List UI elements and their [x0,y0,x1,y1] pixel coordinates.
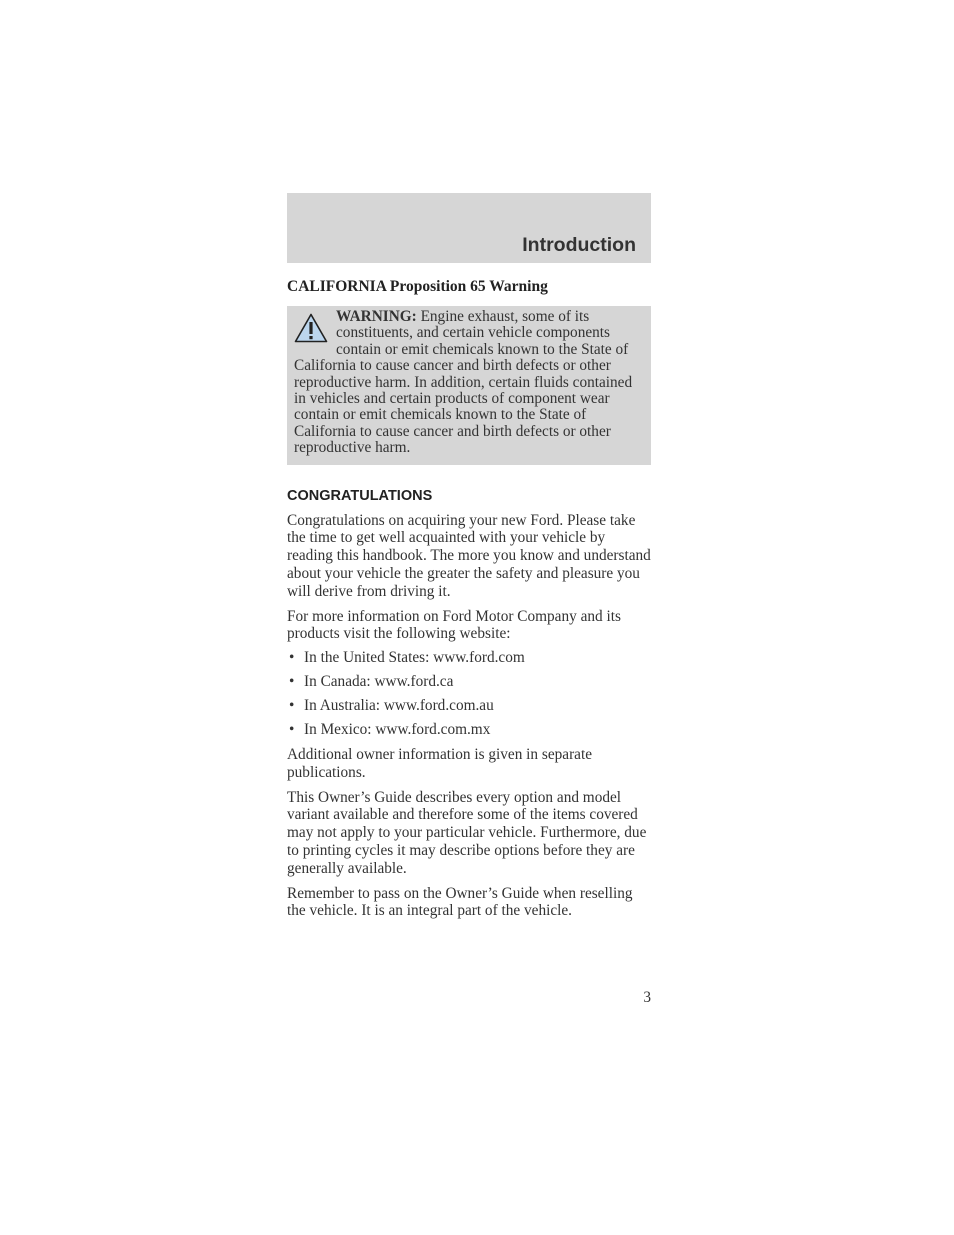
california-warning-heading: CALIFORNIA Proposition 65 Warning [287,278,548,295]
intro-paragraph: Congratulations on acquiring your new Ford. Please take the time to get well acquainted with your vehicle by reading this handbook. The more you know and understand about your vehicle the greater the safety and pleasure you will derive from driving it. [287,511,651,600]
guide-description-paragraph: This Owner’s Guide describes every option and model variant available and therefore some of the items covered may not apply to your particular vehicle. Furthermore, due to printing cycles it may describe options before they are generally available. [287,788,647,877]
list-item [287,697,651,715]
website-australia: In Australia: www.ford.com.au [304,697,494,715]
list-item [287,721,651,739]
page-number: 3 [643,989,651,1006]
manual-page [287,193,651,1006]
warning-text: Engine exhaust, some of its constituents, and certain vehicle components contain or emit chemicals known to the State of California to cause cancer and birth defects or other reproductive harm. In addition, certain fluids contained in vehicles and certain products of component wear contain or emit chemicals known to the State of California to cause cancer and birth defects or other reproductive harm. [294,308,633,457]
website-list [287,649,651,739]
list-item [287,649,651,667]
warning-label: WARNING: [336,308,417,325]
warning-box [287,306,651,465]
bullet-icon: • [289,721,295,739]
congratulations-heading: CONGRATULATIONS [287,487,433,504]
header-band [287,193,651,263]
website-canada: In Canada: www.ford.ca [304,673,454,691]
bullet-icon: • [289,649,295,667]
website-mexico: In Mexico: www.ford.com.mx [304,721,491,739]
list-item [287,673,651,691]
more-info-paragraph: For more information on Ford Motor Company and its products visit the following website: [287,607,621,643]
bullet-icon: • [289,673,295,691]
section-title: Introduction [522,234,636,256]
bullet-icon: • [289,697,295,715]
additional-info-paragraph: Additional owner information is given in separate publications. [287,745,593,781]
website-us: In the United States: www.ford.com [304,649,525,667]
reminder-paragraph: Remember to pass on the Owner’s Guide when reselling the vehicle. It is an integral part of the vehicle. [287,884,633,920]
warning-triangle-icon [294,313,328,343]
